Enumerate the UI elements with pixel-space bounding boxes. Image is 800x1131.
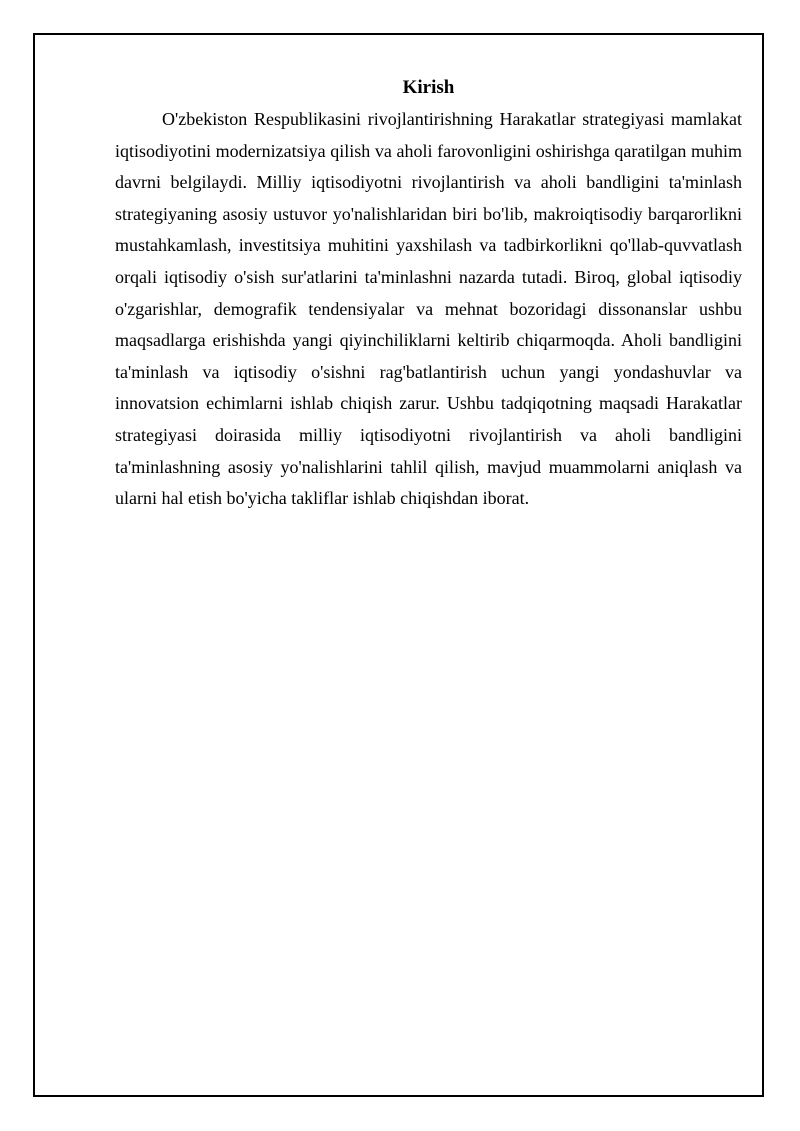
section-title: Kirish	[402, 77, 455, 98]
document-content	[115, 72, 742, 515]
body-paragraph: O'zbekiston Respublikasini rivojlantirishning Harakatlar strategiyasi mamlakat iqtisodiyotini modernizatsiya qilish va aholi farovonligini oshirishga qaratilgan muhim davrni belgilaydi. Milliy iqtisodiyotni rivojlantirish va aholi bandligini ta'minlash strategiyaning asosiy ustuvor yo'nalishlaridan biri bo'lib, makroiqtisodiy barqarorlikni mustahkamlash, investitsiya muhitini yaxshilash va tadbirkorlikni qo'llab-quvvatlash orqali iqtisodiy o'sish sur'atlarini ta'minlashni nazarda tutadi. Biroq, global iqtisodiy o'zgarishlar, demografik tendensiyalar va mehnat bozoridagi dissonanslar ushbu maqsadlarga erishishda yangi qiyinchiliklarni keltirib chiqarmoqda. Aholi bandligini ta'minlash va iqtisodiy o'sishni rag'batlantirish uchun yangi yondashuvlar va innovatsion echimlarni ishlab chiqish zarur. Ushbu tadqiqotning maqsadi Harakatlar strategiyasi doirasida milliy iqtisodiyotni rivojlantirish va aholi bandligini ta'minlashning asosiy yo'nalishlarini tahlil qilish, mavjud muammolarni aniqlash va ularni hal etish bo'yicha takliflar ishlab chiqishdan iborat.	[115, 109, 742, 509]
